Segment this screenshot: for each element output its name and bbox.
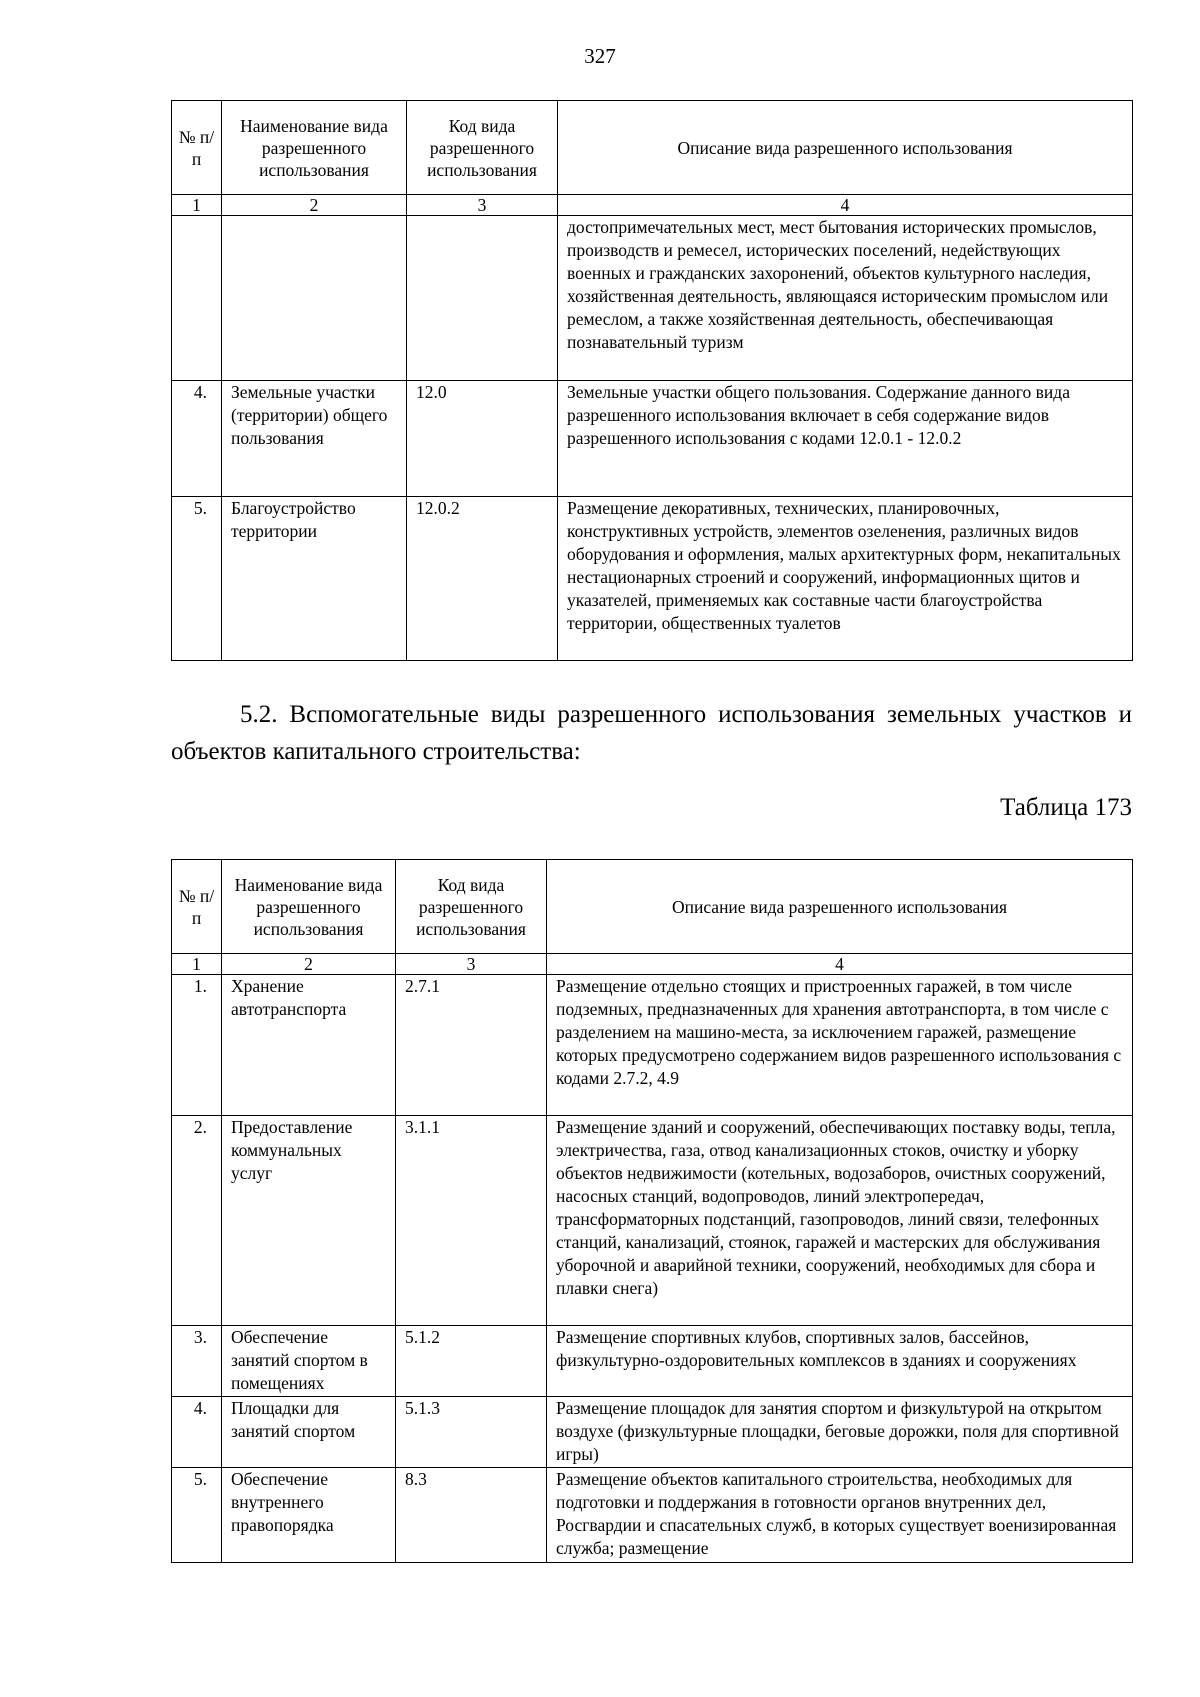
row-num: 5. (172, 497, 222, 661)
section-heading-text: 5.2. Вспомогательные виды разрешенного использования земельных участков и объектов капитального строительства: (171, 701, 1132, 765)
row-desc: Размещение отдельно стоящих и пристроенных гаражей, в том числе подземных, предназначенных для хранения автотранспорта, в том числе с разделением на машино-места, за исключением гаражей, размещение которых предусмотрено содержанием видов разрешенного использования с кодами 2.7.2, 4.9 (547, 975, 1133, 1116)
header-name: Наименование вида разрешенного использования (222, 101, 407, 195)
column-number: 2 (222, 195, 407, 216)
row-desc: Размещение декоративных, технических, планировочных, конструктивных устройств, элементов озеленения, различных видов оборудования и оформления, малых архитектурных форм, некапитальных нестационарных строений и сооружений, информационных щитов и указателей, применяемых как составные части благоустройства территории, общественных туалетов (558, 497, 1133, 661)
column-number-row (172, 195, 1133, 216)
table-header-row (172, 860, 1133, 954)
table-header-row (172, 101, 1133, 195)
row-code: 8.3 (396, 1468, 547, 1563)
row-desc: Земельные участки общего пользования. Содержание данного вида разрешенного использования включает в себя содержание видов разрешенного использования с кодами 12.0.1 - 12.0.2 (558, 381, 1133, 497)
header-num: № п/п (172, 101, 222, 195)
row-name (222, 216, 407, 381)
row-desc: Размещение зданий и сооружений, обеспечивающих поставку воды, тепла, электричества, газа, отвод канализационных стоков, очистку и уборку объектов недвижимости (котельных, водозаборов, очистных сооружений, насосных станций, водопроводов, линий электропередач, трансформаторных подстанций, газопроводов, линий связи, телефонных станций, канализаций, стоянок, гаражей и мастерских для обслуживания уборочной и аварийной техники, сооружений, необходимых для сбора и плавки снега) (547, 1116, 1133, 1326)
row-desc: Размещение объектов капитального строительства, необходимых для подготовки и поддержания в готовности органов внутренних дел, Росгвардии и спасательных служб, в которых существует военизированная служба; размещение (547, 1468, 1133, 1563)
row-code: 12.0.2 (407, 497, 558, 661)
column-number: 2 (222, 954, 396, 975)
row-num: 3. (172, 1326, 222, 1397)
row-name: Обеспечение занятий спортом в помещениях (222, 1326, 396, 1397)
row-code: 5.1.3 (396, 1397, 547, 1468)
table-row (172, 975, 1133, 1116)
row-code (407, 216, 558, 381)
column-number: 1 (172, 954, 222, 975)
land-use-table-continued (171, 100, 1133, 661)
column-number: 1 (172, 195, 222, 216)
row-desc: достопримечательных мест, мест бытования исторических промыслов, производств и ремесел, исторических поселений, недействующих военных и гражданских захоронений, объектов культурного наследия, хозяйственная деятельность, являющаяся историческим промыслом или ремеслом, а также хозяйственная деятельность, обеспечивающая познавательный туризм (558, 216, 1133, 381)
row-code: 12.0 (407, 381, 558, 497)
row-code: 5.1.2 (396, 1326, 547, 1397)
row-name: Обеспечение внутреннего правопорядка (222, 1468, 396, 1563)
header-desc: Описание вида разрешенного использования (547, 860, 1133, 954)
table-row (172, 1468, 1133, 1563)
row-num: 4. (172, 1397, 222, 1468)
column-number: 4 (558, 195, 1133, 216)
column-number: 3 (396, 954, 547, 975)
table-row (172, 381, 1133, 497)
column-number: 4 (547, 954, 1133, 975)
row-desc: Размещение площадок для занятия спортом и физкультурой на открытом воздухе (физкультурные площадки, беговые дорожки, поля для спортивной игры) (547, 1397, 1133, 1468)
row-name: Предоставление коммунальных услуг (222, 1116, 396, 1326)
table-row (172, 497, 1133, 661)
column-number: 3 (407, 195, 558, 216)
header-code: Код вида разрешенного использования (407, 101, 558, 195)
row-code: 2.7.1 (396, 975, 547, 1116)
header-desc: Описание вида разрешенного использования (558, 101, 1133, 195)
row-num (172, 216, 222, 381)
row-name: Благоустройство территории (222, 497, 407, 661)
table-row (172, 1326, 1133, 1397)
row-name: Площадки для занятий спортом (222, 1397, 396, 1468)
page-number: 327 (584, 44, 616, 68)
table-row (172, 1116, 1133, 1326)
header-num: № п/п (172, 860, 222, 954)
row-num: 1. (172, 975, 222, 1116)
table-row (172, 216, 1133, 381)
header-name: Наименование вида разрешенного использования (222, 860, 396, 954)
row-name: Хранение автотранспорта (222, 975, 396, 1116)
section-heading (171, 696, 1132, 770)
column-number-row (172, 954, 1133, 975)
row-name: Земельные участки (территории) общего пользования (222, 381, 407, 497)
auxiliary-land-use-table (171, 859, 1133, 1563)
table-row (172, 1397, 1133, 1468)
row-desc: Размещение спортивных клубов, спортивных залов, бассейнов, физкультурно-оздоровительных комплексов в зданиях и сооружениях (547, 1326, 1133, 1397)
header-code: Код вида разрешенного использования (396, 860, 547, 954)
table-caption: Таблица 173 (1000, 794, 1132, 821)
row-num: 2. (172, 1116, 222, 1326)
row-code: 3.1.1 (396, 1116, 547, 1326)
row-num: 5. (172, 1468, 222, 1563)
row-num: 4. (172, 381, 222, 497)
